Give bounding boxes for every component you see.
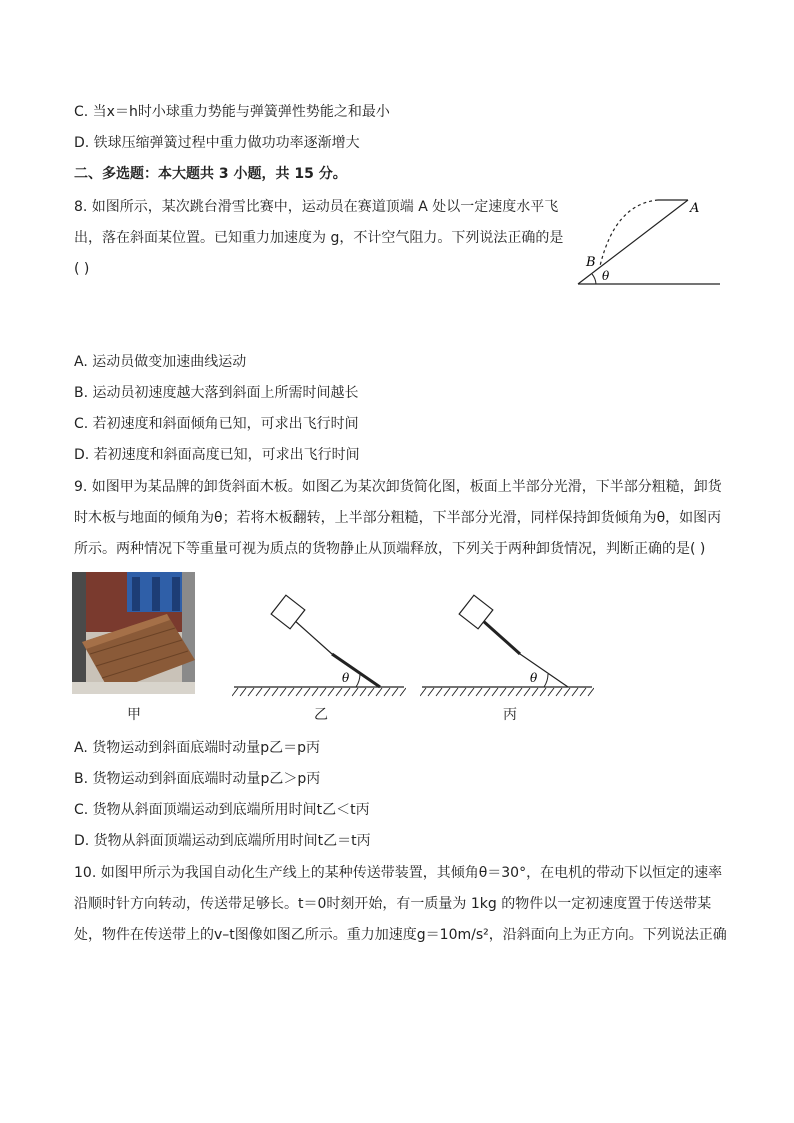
- slope-rough: [332, 654, 380, 687]
- trajectory-curve: [600, 200, 658, 266]
- figure-label-yi: 乙: [314, 707, 328, 723]
- q9-option-a: A. 货物运动到斜面底端时动量p乙＝p丙: [74, 740, 321, 756]
- cargo-box: [271, 595, 305, 629]
- q8-option-b: B. 运动员初速度越大落到斜面上所需时间越长: [74, 385, 359, 401]
- angle-label: θ: [602, 269, 610, 283]
- q8-option-d: D. 若初速度和斜面高度已知，可求出飞行时间: [74, 447, 360, 463]
- ramp-photo: [72, 572, 195, 694]
- q9-option-d: D. 货物从斜面顶端运动到底端所用时间t乙＝t丙: [74, 833, 371, 849]
- q8-stem-2: 出，落在斜面某位置。已知重力加速度为 g，不计空气阻力。下列说法正确的是: [74, 230, 564, 246]
- slope-line: [578, 200, 688, 284]
- q9-option-c: C. 货物从斜面顶端运动到底端所用时间t乙＜t丙: [74, 802, 370, 818]
- angle-arc: [592, 274, 596, 284]
- q9-option-b: B. 货物运动到斜面底端时动量p乙＞p丙: [74, 771, 321, 787]
- figure-label-jia: 甲: [127, 707, 141, 723]
- q8-stem-3: ( ): [74, 261, 90, 277]
- angle-label-bing: θ: [530, 671, 538, 685]
- q9-stem-1: 9. 如图甲为某品牌的卸货斜面木板。如图乙为某次卸货简化图，板面上半部分光滑，下半部分粗糙，卸货: [74, 479, 722, 495]
- figure-bing: [420, 592, 594, 698]
- angle-label-yi: θ: [342, 671, 350, 685]
- slope-smooth: [294, 620, 332, 654]
- q10-stem-2: 沿顺时针方向转动，传送带足够长。t＝0时刻开始，有一质量为 1kg 的物件以一定初速度置于传送带某: [74, 896, 712, 912]
- q10-stem-1: 10. 如图甲所示为我国自动化生产线上的某种传送带装置，其倾角θ＝30°，在电机的带动下以恒定的速率: [74, 865, 723, 881]
- point-a-label: A: [690, 201, 700, 216]
- q9-stem-2: 时木板与地面的倾角为θ；若将木板翻转，上半部分粗糙，下半部分光滑，同样保持卸货倾角为θ，如图丙: [74, 510, 722, 526]
- slope-smooth-bottom: [520, 654, 568, 687]
- figure-yi: [232, 592, 406, 698]
- q8-option-c: C. 若初速度和斜面倾角已知，可求出飞行时间: [74, 416, 359, 432]
- q8-option-a: A. 运动员做变加速曲线运动: [74, 354, 247, 370]
- q8-figure: [570, 190, 730, 290]
- option-d-prev: D. 铁球压缩弹簧过程中重力做功功率逐渐增大: [74, 135, 360, 151]
- section-heading: 二、多选题：本大题共 3 小题，共 15 分。: [74, 166, 347, 182]
- point-b-label: B: [586, 255, 596, 270]
- q8-stem-1: 8. 如图所示，某次跳台滑雪比赛中，运动员在赛道顶端 A 处以一定速度水平飞: [74, 199, 559, 215]
- slope-rough-top: [482, 620, 520, 654]
- figure-label-bing: 丙: [503, 707, 517, 723]
- option-c-prev: C. 当x＝h时小球重力势能与弹簧弹性势能之和最小: [74, 104, 390, 120]
- q9-stem-3: 所示。两种情况下等重量可视为质点的货物静止从顶端释放，下列关于两种卸货情况，判断正确的是( ): [74, 541, 706, 557]
- q10-stem-3: 处，物件在传送带上的v–t图像如图乙所示。重力加速度g＝10m/s²，沿斜面向上为正方向。下列说法正确: [74, 927, 727, 943]
